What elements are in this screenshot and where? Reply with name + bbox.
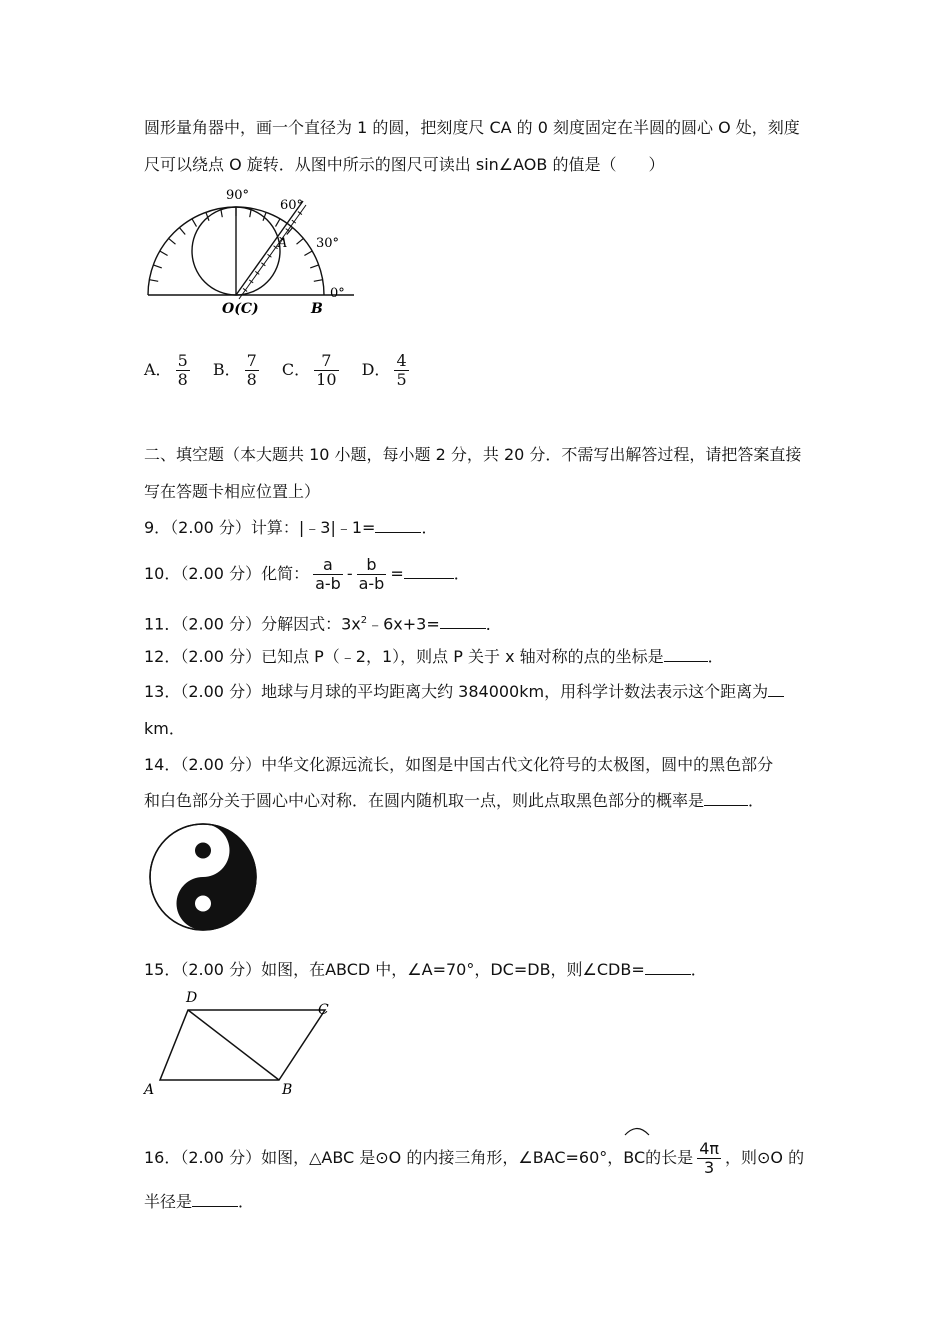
- protractor-tick: [304, 251, 312, 256]
- protractor-tick: [149, 280, 158, 282]
- protractor-tick: [169, 238, 176, 244]
- q14-line2: 和白色部分关于圆心中心对称．在圆内随机取一点，则此点取黑色部分的概率是 ．: [144, 791, 765, 810]
- protractor-tick: [160, 251, 168, 256]
- q16-answer-blank[interactable]: [192, 1192, 238, 1207]
- label-b-vertex: B: [282, 1082, 293, 1098]
- q14-answer-blank[interactable]: [704, 791, 748, 806]
- label-c: C: [318, 1002, 329, 1018]
- q14-line1: 14．（2.00 分）中华文化源远流长，如图是中国古代文化符号的太极图，圆中的黑色部分: [144, 755, 774, 774]
- q11-answer-blank[interactable]: [440, 614, 486, 629]
- q15-answer-blank[interactable]: [645, 960, 691, 975]
- arc-bc: BC: [623, 1130, 645, 1180]
- q10-answer-blank[interactable]: [404, 564, 454, 579]
- protractor-tick: [179, 228, 185, 235]
- q10: 10．（2.00 分）化简： $\frac{a}{a-b}$ - $\frac{b}{a-b}$ = ．: [144, 555, 470, 593]
- label-60: 60°: [280, 198, 304, 213]
- protractor-figure: [140, 185, 360, 320]
- label-a: A: [278, 236, 288, 251]
- label-d: D: [186, 990, 198, 1006]
- q8-text-line1: 圆形量角器中，画一个直径为 1 的圆，把刻度尺 CA 的 0 刻度固定在半圆的圆心 O 处，刻度: [144, 118, 800, 137]
- taiji-white-dot: [195, 896, 211, 912]
- label-90: 90°: [226, 188, 250, 203]
- choice-d[interactable]: D． $\frac{4}{5}$: [361, 351, 407, 389]
- q13-line2: km．: [144, 719, 185, 738]
- q16-line2: 半径是 ．: [144, 1192, 255, 1211]
- label-oc: O(C): [222, 301, 259, 317]
- protractor-tick: [276, 219, 281, 227]
- protractor-tick: [192, 219, 197, 227]
- protractor-tick: [153, 265, 161, 268]
- q12-answer-blank[interactable]: [664, 647, 708, 662]
- protractor-tick: [310, 265, 318, 268]
- choice-c[interactable]: C． $\frac{7}{10}$: [281, 351, 337, 389]
- q9-answer-blank[interactable]: [375, 518, 421, 533]
- label-30: 30°: [316, 236, 340, 251]
- label-b: B: [311, 301, 323, 317]
- q11: 11．（2.00 分）分解因式：$3x^2﹣6x+3=$ ．: [144, 614, 502, 634]
- q12: 12．（2.00 分）已知点 P（﹣2，1），则点 P 关于 x 轴对称的点的坐标是 ．: [144, 647, 724, 666]
- q13-line1: 13．（2.00 分）地球与月球的平均距离大约 384000km，用科学计数法表示这个距离为: [144, 680, 784, 704]
- section2-heading-line2: 写在答题卡相应位置上）: [144, 482, 321, 501]
- parallelogram-figure: [140, 986, 340, 1098]
- q9: 9．（2.00 分）计算：|﹣3|﹣1= ．: [144, 518, 438, 537]
- protractor-tick: [314, 280, 323, 282]
- q13-answer-blank[interactable]: [768, 682, 784, 697]
- label-a-vertex: A: [144, 1082, 155, 1098]
- ruler-ca: [236, 201, 306, 299]
- q15: 15．（2.00 分）如图，在ABCD 中，∠A=70°，DC=DB，则∠CDB= ．: [144, 960, 707, 979]
- choice-b[interactable]: B． $\frac{7}{8}$: [212, 351, 257, 389]
- q8-text-line2: 尺可以绕点 O 旋转．从图中所示的图尺可读出 sin∠AOB 的值是（ ）: [144, 155, 665, 174]
- taiji-figure: [148, 822, 258, 932]
- section2-heading-line1: 二、填空题（本大题共 10 小题，每小题 2 分，共 20 分．不需写出解答过程，请把答案直接: [144, 445, 802, 464]
- q8-choices: [144, 350, 427, 390]
- protractor-tick: [297, 238, 304, 244]
- q16-line1: 16．（2.00 分）如图，△ABC 是⊙O 的内接三角形，∠BAC=60°， BC的长是 $\frac{4\pi}{3}$ ，则⊙O 的: [144, 1130, 804, 1180]
- taiji-black-dot: [195, 843, 211, 859]
- label-0: 0°: [330, 286, 345, 301]
- choice-a[interactable]: A． $\frac{5}{8}$: [144, 351, 188, 389]
